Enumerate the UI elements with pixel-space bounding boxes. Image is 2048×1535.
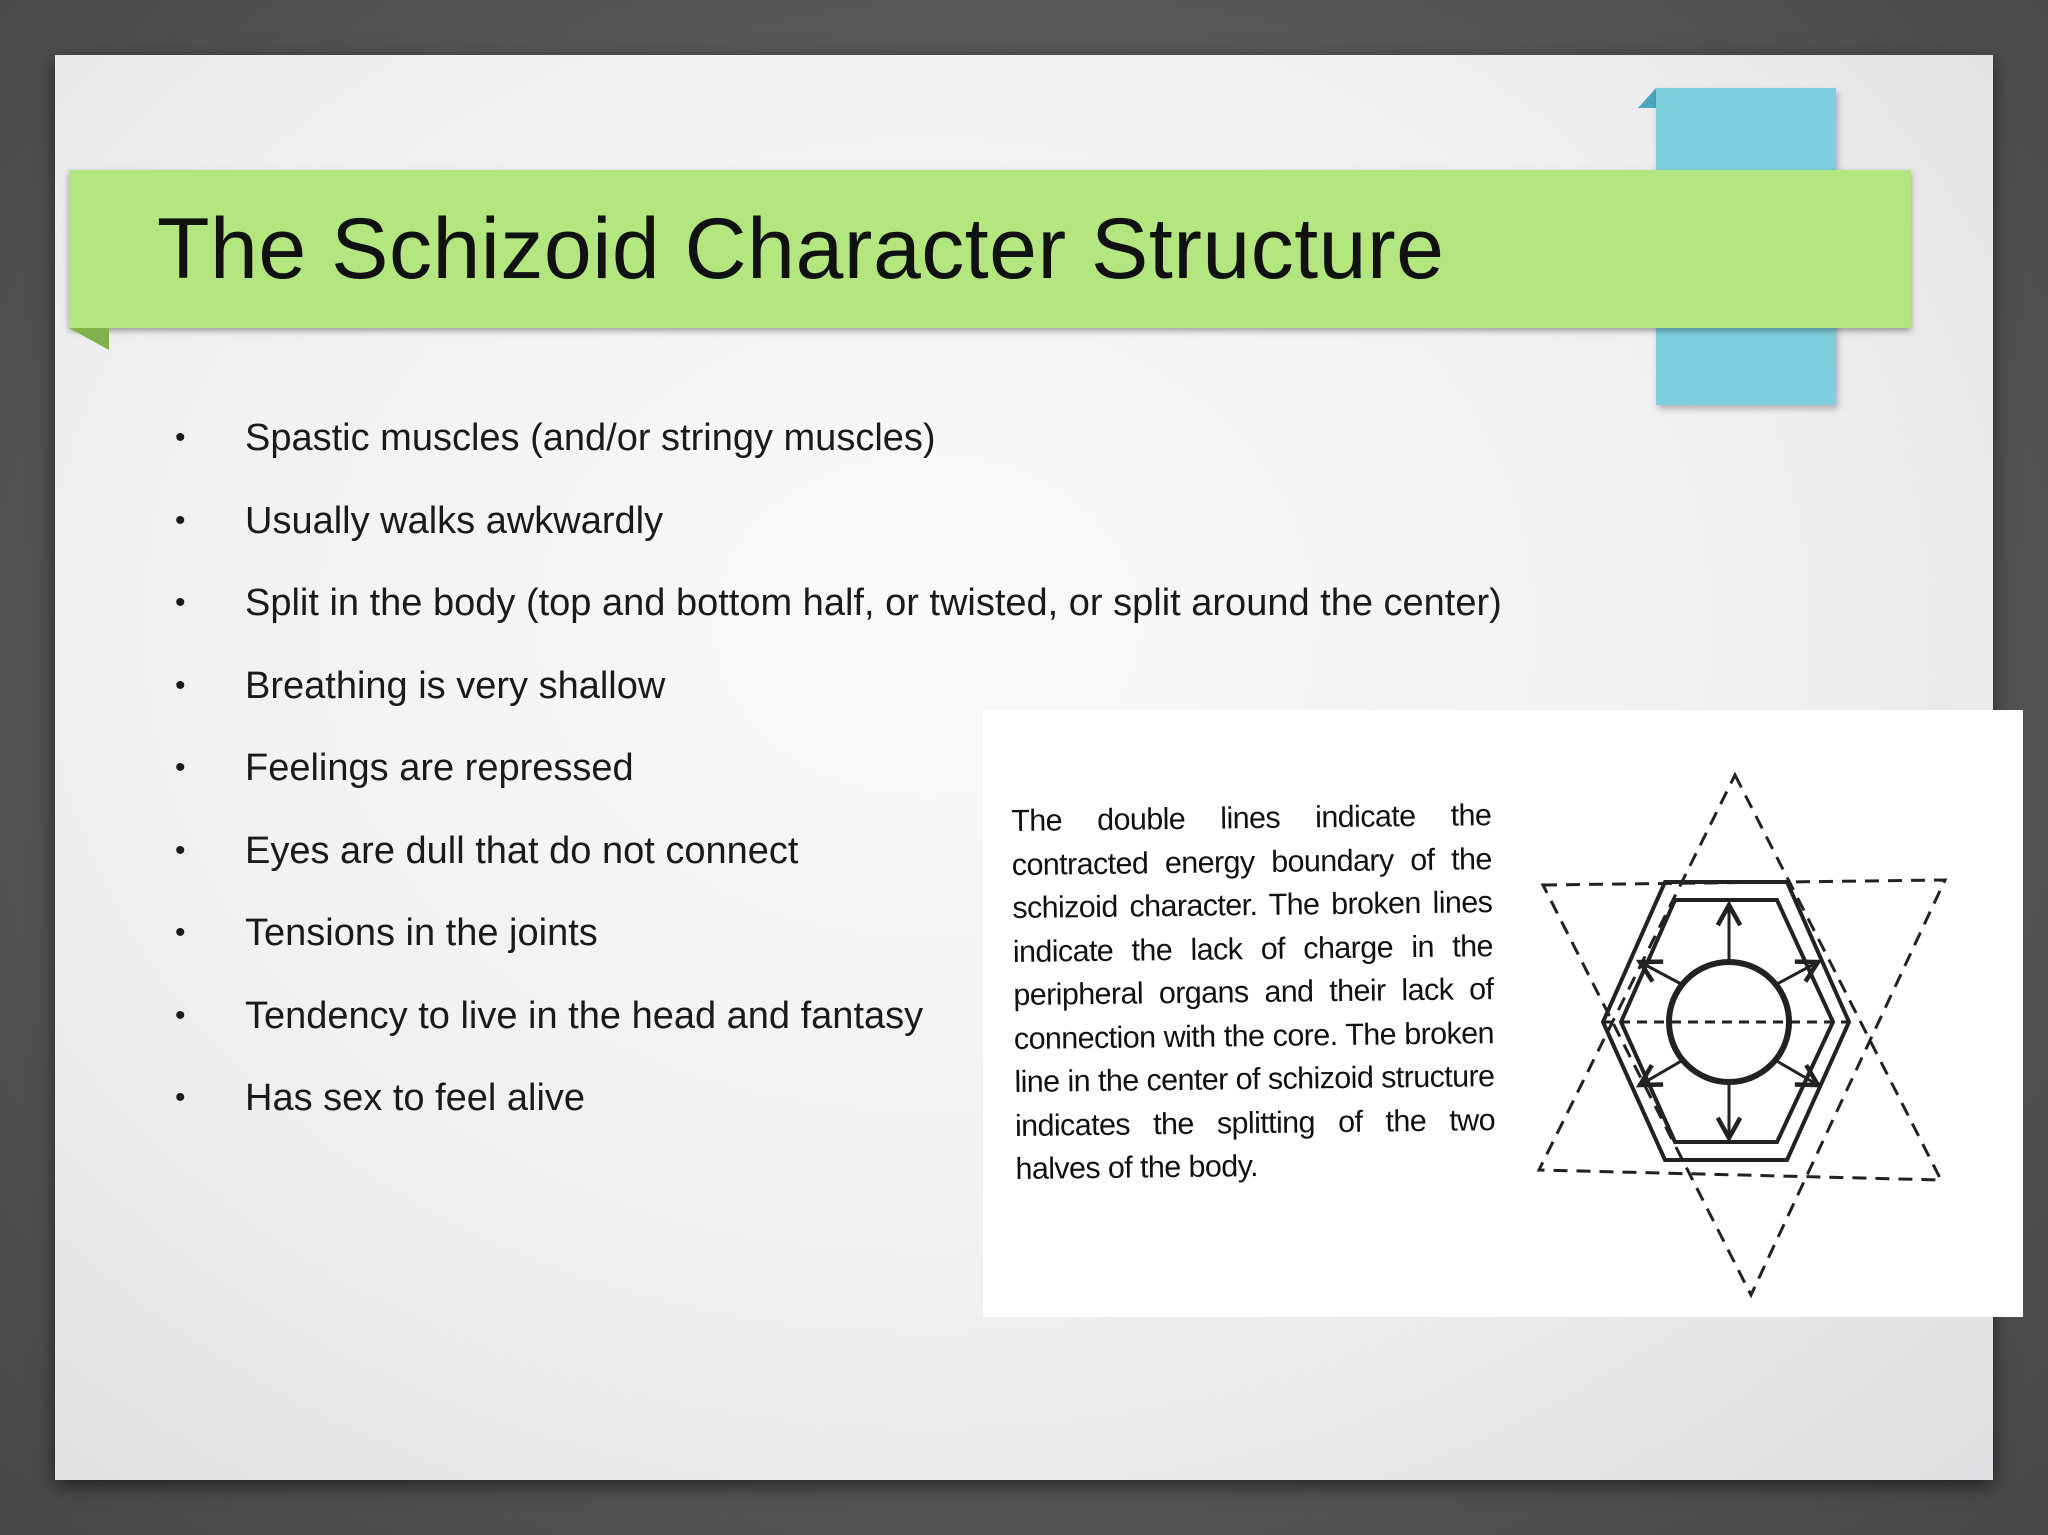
bullet-marker: • [175, 916, 186, 949]
bullet-text: Has sex to feel alive [245, 1077, 586, 1119]
bullet-marker: • [175, 998, 186, 1032]
bullet-text: Tendency to live in the head and fantasy [245, 994, 924, 1037]
arrow-upper-left [1640, 962, 1683, 985]
bullet-text: Split in the body (top and bottom half, or twisted, or split around the center) [245, 582, 1502, 624]
bullet-marker: • [175, 1081, 186, 1114]
bullet-text: Spastic muscles (and/or stringy muscles) [245, 417, 936, 459]
broken-triangle-up [1539, 775, 1941, 1180]
slide-title: The Schizoid Character Structure [157, 200, 1445, 297]
banner-fold [69, 328, 109, 350]
arrow-lower-left [1640, 1060, 1683, 1085]
accent-fold [1638, 88, 1656, 108]
list-item [175, 410, 1502, 493]
list-item [175, 575, 1502, 658]
bullet-text: Tensions in the joints [245, 912, 598, 954]
bullet-text: Eyes are dull that do not connect [245, 829, 799, 872]
bullet-marker: • [175, 833, 186, 867]
bullet-marker: • [175, 503, 186, 537]
slide [55, 55, 1993, 1480]
figure-caption: The double lines indicate the contracted energy boundary of the schizoid character. The broken lines indicate the lack of charge in the peripheral organs and their lack of connection with the core. The broken line in the center of schizoid structure indicates the splitting of the two halves of the body. [1011, 798, 1496, 1186]
schizoid-structure-diagram [1503, 740, 2013, 1300]
bullet-text: Usually walks awkwardly [245, 499, 664, 542]
bullet-text: Breathing is very shallow [245, 664, 666, 707]
bullet-marker: • [175, 751, 186, 784]
bullet-text: Feelings are repressed [245, 747, 634, 789]
bullet-marker: • [175, 586, 186, 619]
bullet-marker: • [175, 421, 186, 454]
bullet-marker: • [175, 668, 186, 702]
list-item [175, 493, 1502, 576]
figure-image [983, 710, 2023, 1317]
title-banner [69, 170, 1911, 328]
broken-triangle-down [1543, 880, 1945, 1295]
